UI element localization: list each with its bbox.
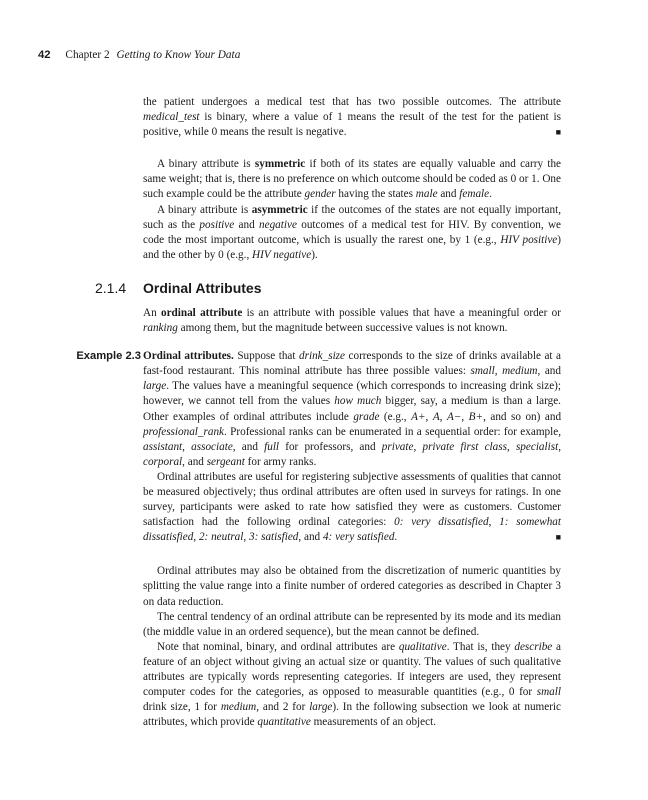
example-label: Example 2.3 [76,350,141,363]
example-title: Ordinal attributes. [143,350,234,363]
paragraph: Ordinal attributes may also be obtained from the discretization of numeric quantities by splitting the value range into a finite number of ordered categories as described in Chapter 3 on data reduction. [143,565,561,608]
running-header [38,49,240,61]
paragraph: Ordinal attributes are useful for registering subjective assessments of qualities that cannot be measured objectively; thus ordinal attributes are often used in surveys for ratings. In one survey, participants were asked to rate how satisfied they were as customers. Customer satisfaction had the following ordinal categories: 0: very dissatisfied, 1: somewhat dissatisfied, 2: neutral, 3: satisfied, and 4: very satisfied. ■ [143,470,561,545]
paragraph: A binary attribute is asymmetric if the outcomes of the states are not equally important, such as the positive and negative outcomes of a medical test for HIV. By convention, we code the most important outcome, which is usually the rarest one, by 1 (e.g., HIV positive) and the other by 0 (e.g., HIV negative). [143,203,562,261]
section-number: 2.1.4 [95,279,127,296]
example-block [76,349,562,545]
paragraph: A binary attribute is symmetric if both of its states are equally valuable and carry the same weight; that is, there is no preference on which outcome should be coded as 0 or 1. One such example could be the attribute gender having the states male and female. [143,158,561,201]
page-body [76,95,562,730]
paragraph: The central tendency of an ordinal attribute can be represented by its mode and its median (the middle value in an ordered sequence), but the mean cannot be defined. [143,610,561,638]
paragraph: Ordinal attributes. Suppose that drink_size corresponds to the size of drinks available at a fast-food restaurant. This nominal attribute has three possible values: small, medium, and large. The values have a meaningful sequence (which corresponds to increasing drink size); however, we cannot tell from the values how much bigger, say, a medium is than a large. Other examples of ordinal attributes include grade (e.g., A+, A, A−, B+, and so on) and professional_rank. Professional ranks can be enumerated in a sequential order: for example, assistant, associate, and full for professors, and private, private first class, specialist, corporal, and sergeant for army ranks. [143,350,562,468]
chapter-title: Getting to Know Your Data [116,49,241,61]
paragraph: Note that nominal, binary, and ordinal attributes are qualitative. That is, they describe a feature of an object without giving an actual size or quantity. The values of such qualitative attributes are typically words representing categories. If integers are used, they represent computer codes for the categories, as opposed to measurable quantities (e.g., 0 for small drink size, 1 for medium, and 2 for large). In the following subsection we look at numeric attributes, which provide quantitative measurements of an object. [143,640,562,729]
section-title: Ordinal Attributes [143,279,262,296]
chapter-label: Chapter 2 [65,49,110,61]
paragraph: the patient undergoes a medical test that has two possible outcomes. The attribute medical_test is binary, where a value of 1 means the result of the test for the patient is positive, while 0 means the result is negative. ■ [143,95,561,140]
page-number: 42 [38,49,51,61]
section-heading [95,279,561,300]
end-of-example-mark: ■ [555,532,561,543]
paragraph: An ordinal attribute is an attribute with possible values that have a meaningful order or ranking among them, but the magnitude between successive values is not known. [143,306,561,335]
end-of-example-mark: ■ [555,127,561,138]
